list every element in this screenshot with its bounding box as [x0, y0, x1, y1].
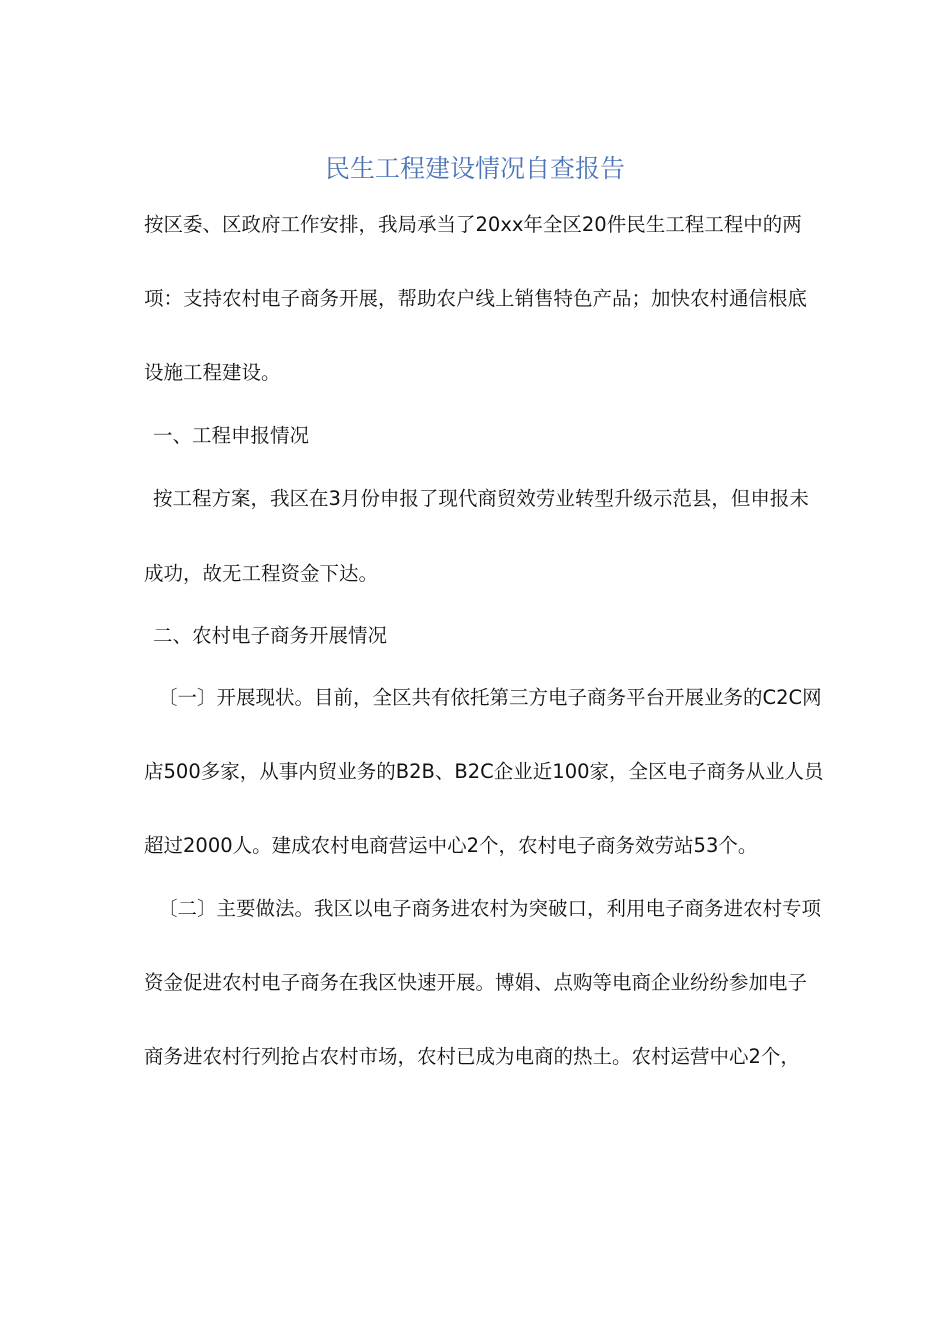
paragraph-line: 按工程方案，我区在3月份申报了现代商贸效劳业转型升级示范县，但申报未 — [153, 487, 809, 510]
paragraph-line: 成功，故无工程资金下达。 — [144, 562, 379, 585]
section-heading: 一、工程申报情况 — [153, 424, 310, 447]
paragraph-line: 资金促进农村电子商务在我区快速开展。博娟、点购等电商企业纷纷参加电子 — [144, 971, 808, 994]
paragraph-line: 店500多家，从事内贸业务的B2B、B2C企业近100家，全区电子商务从业人员 — [144, 760, 824, 783]
document-title: 民生工程建设情况自查报告 — [324, 154, 625, 183]
paragraph-line: 项：支持农村电子商务开展，帮助农户线上销售特色产品；加快农村通信根底 — [144, 287, 808, 310]
paragraph-line: 按区委、区政府工作安排，我局承当了20xx年全区20件民生工程工程中的两 — [144, 213, 802, 236]
paragraph-line: 商务进农村行列抢占农村市场，农村已成为电商的热土。农村运营中心2个， — [144, 1045, 800, 1068]
section-heading: 二、农村电子商务开展情况 — [153, 624, 388, 647]
paragraph-line: 〔一〕开展现状。目前，全区共有依托第三方电子商务平台开展业务的C2C网 — [158, 686, 822, 709]
paragraph-line: 〔二〕主要做法。我区以电子商务进农村为突破口，利用电子商务进农村专项 — [158, 897, 822, 920]
paragraph-line: 超过2000人。建成农村电商营运中心2个，农村电子商务效劳站53个。 — [144, 834, 758, 857]
paragraph-line: 设施工程建设。 — [144, 361, 281, 384]
